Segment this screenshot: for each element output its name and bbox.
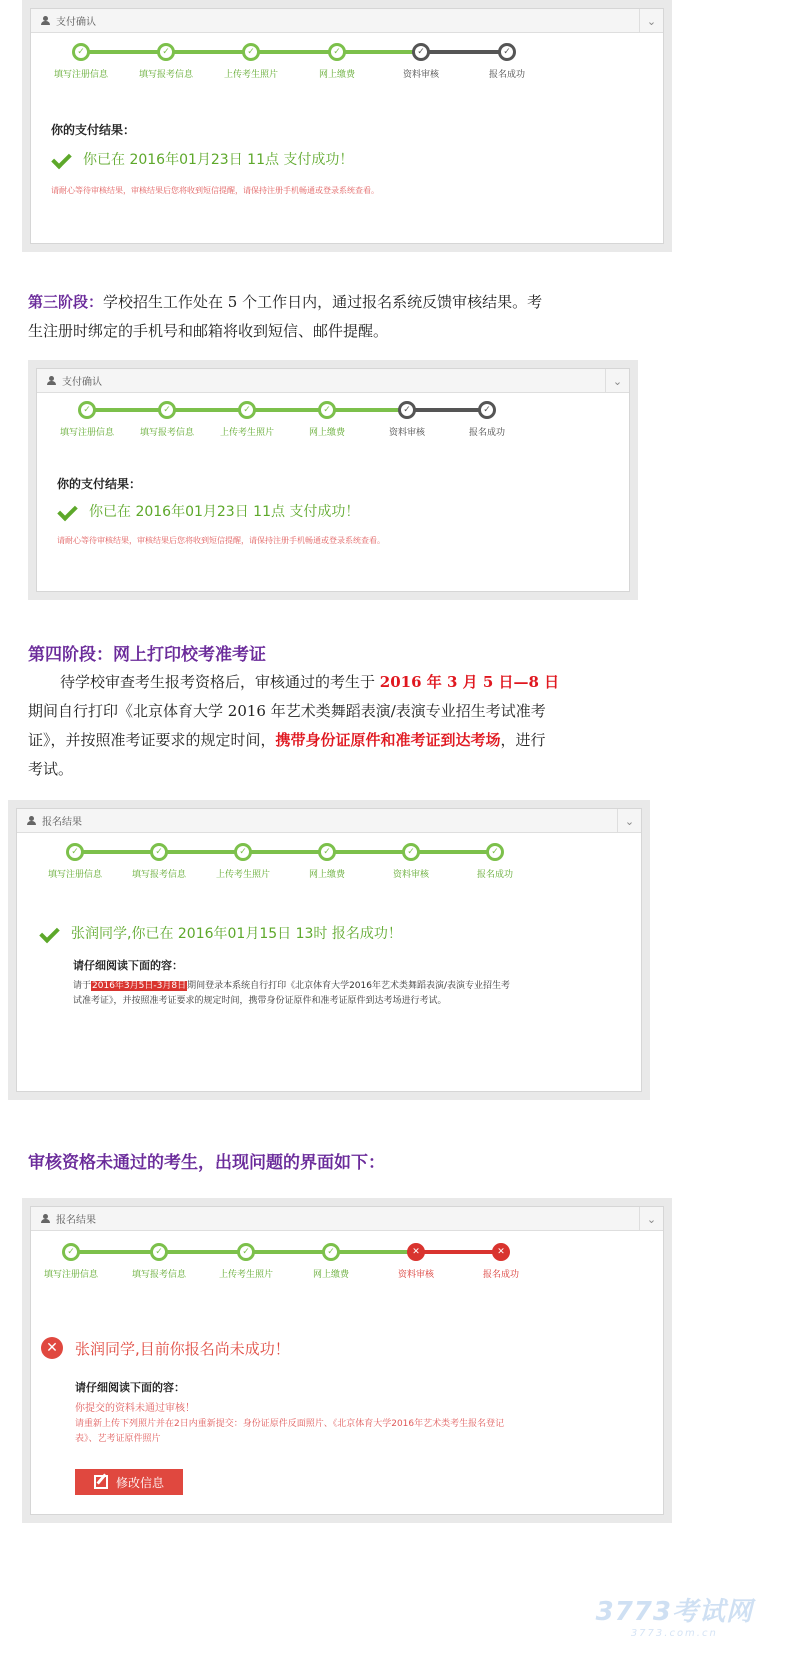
panel-title: 支付确认 [62, 377, 102, 388]
success-message: 张润同学,你已在 2016年01月15日 13时 报名成功！ [39, 923, 402, 943]
chevron-down-icon[interactable]: ⌄ [617, 809, 641, 833]
check-icon: ✓ [234, 843, 252, 861]
check-icon: ✓ [498, 43, 516, 61]
step-2: ✓ 填写报考信息 [126, 43, 206, 80]
check-icon: ✓ [412, 43, 430, 61]
check-icon: ✓ [242, 43, 260, 61]
step-3: ✓ 上传考生照片 [211, 43, 291, 80]
step-5: ✓ 资料审核 [367, 401, 447, 438]
check-icon: ✓ [398, 401, 416, 419]
panel-header [37, 369, 629, 393]
check-icon [57, 501, 77, 521]
edit-info-button[interactable]: 修改信息 [75, 1469, 183, 1495]
step-2: ✓ 填写报考信息 [119, 1243, 199, 1280]
progress-steps [31, 1243, 663, 1289]
check-icon: ✓ [238, 401, 256, 419]
panel-body [16, 808, 642, 1092]
step-6: ✓ 报名成功 [455, 843, 535, 880]
resubmit-instructions: 请重新上传下列照片并在2日内重新提交：身份证原件反面照片、《北京体育大学2016年艺术类考生报名登记 表》、艺考证原件照片 [75, 1419, 505, 1444]
check-icon: ✓ [62, 1243, 80, 1261]
user-icon [41, 16, 50, 25]
read-title: 请仔细阅读下面的容： [75, 1381, 185, 1394]
success-message: 你已在 2016年01月23日 11点 支付成功！ [51, 149, 353, 169]
check-icon: ✓ [66, 843, 84, 861]
panel-title: 支付确认 [56, 17, 96, 28]
check-icon: ✓ [150, 1243, 168, 1261]
step-1: ✓ 填写注册信息 [35, 843, 115, 880]
panel-body [36, 368, 630, 592]
panel-body [30, 8, 664, 244]
x-circle-icon: ✕ [41, 1337, 63, 1359]
user-icon [47, 376, 56, 385]
step-5: ✓ 资料审核 [371, 843, 451, 880]
fail-heading: 审核资格未通过的考生，出现问题的界面如下： [28, 1153, 385, 1173]
progress-steps [17, 843, 641, 889]
check-icon [51, 149, 71, 169]
payment-panel-2 [28, 360, 638, 600]
check-icon: ✓ [318, 843, 336, 861]
step-1: ✓ 填写注册信息 [47, 401, 127, 438]
notice-text: 请耐心等待审核结果，审核结果后您将收到短信提醒，请保持注册手机畅通或登录系统查看。 [51, 186, 379, 195]
step-2: ✓ 填写报考信息 [119, 843, 199, 880]
success-message: 你已在 2016年01月23日 11点 支付成功！ [57, 501, 359, 521]
step-6: ✕ 报名成功 [461, 1243, 541, 1280]
stage3-title: 第三阶段： [28, 293, 104, 311]
registration-failed-panel [22, 1198, 672, 1523]
step-6: ✓ 报名成功 [447, 401, 527, 438]
panel-header [31, 9, 663, 33]
x-icon: ✕ [407, 1243, 425, 1261]
check-icon: ✓ [486, 843, 504, 861]
registration-result-panel [8, 800, 650, 1100]
site-watermark [596, 1591, 753, 1639]
step-4: ✓ 网上缴费 [287, 401, 367, 438]
stage3-paragraph: 第三阶段：学校招生工作处在 5 个工作日内，通过报名系统反馈审核结果。考 生注册时绑定的手机号和邮箱将收到短信、邮件提醒。 [28, 293, 543, 340]
result-title: 你的支付结果： [57, 477, 142, 491]
check-icon: ✓ [478, 401, 496, 419]
step-3: ✓ 上传考生照片 [207, 401, 287, 438]
step-5: ✕ 资料审核 [376, 1243, 456, 1280]
step-1: ✓ 填写注册信息 [31, 1243, 111, 1280]
print-instructions: 请于2016年3月5日-3月8日期间登录本系统自行打印《北京体育大学2016年艺术类舞蹈表演/表演专业招生考 试准考证》，并按照准考证要求的规定时间，携带身份证原件和准考证原件到达考场进行考试。 [73, 981, 511, 1006]
progress-steps [31, 43, 663, 89]
chevron-down-icon[interactable]: ⌄ [605, 369, 629, 393]
date-highlight: 2016年3月5日-3月8日 [92, 981, 187, 991]
step-4: ✓ 网上缴费 [287, 843, 367, 880]
panel-header [17, 809, 641, 833]
check-icon: ✓ [157, 43, 175, 61]
check-icon: ✓ [322, 1243, 340, 1261]
check-icon: ✓ [78, 401, 96, 419]
step-1: ✓ 填写注册信息 [41, 43, 121, 80]
chevron-down-icon[interactable]: ⌄ [639, 1207, 663, 1231]
panel-title: 报名结果 [42, 817, 82, 828]
step-3: ✓ 上传考生照片 [206, 1243, 286, 1280]
check-icon: ✓ [318, 401, 336, 419]
progress-steps [37, 401, 629, 447]
edit-icon [94, 1475, 108, 1489]
stage4-paragraph: 待学校审查考生报考资格后，审核通过的考生于 2016 年 3 月 5 日—8 日 期间自行打印《北京体育大学 2016 年艺术类舞蹈表演/表演专业招生考试准考 证》，并按照准考证要求的规定时间，携带身份证原件和准考证到达考场，进行 考试。 [28, 673, 560, 778]
check-icon: ✓ [150, 843, 168, 861]
payment-panel-1 [22, 0, 672, 252]
check-icon: ✓ [328, 43, 346, 61]
check-icon: ✓ [237, 1243, 255, 1261]
fail-message: ✕ 张润同学,目前你报名尚未成功！ [41, 1337, 290, 1359]
chevron-down-icon[interactable]: ⌄ [639, 9, 663, 33]
result-title: 你的支付结果： [51, 123, 136, 137]
step-2: ✓ 填写报考信息 [127, 401, 207, 438]
step-5: ✓ 资料审核 [381, 43, 461, 80]
step-3: ✓ 上传考生照片 [203, 843, 283, 880]
stage4-title: 第四阶段：网上打印校考准考证 [28, 645, 266, 665]
check-icon [39, 923, 59, 943]
x-icon: ✕ [492, 1243, 510, 1261]
step-4: ✓ 网上缴费 [297, 43, 377, 80]
rejection-reason: 你提交的资料未通过审核！ [75, 1403, 195, 1414]
panel-title: 报名结果 [56, 1215, 96, 1226]
watermark-logo: 3773考试网 [595, 1597, 753, 1627]
user-icon [41, 1214, 50, 1223]
check-icon: ✓ [72, 43, 90, 61]
panel-header [31, 1207, 663, 1231]
user-icon [27, 816, 36, 825]
check-icon: ✓ [158, 401, 176, 419]
panel-body [30, 1206, 664, 1515]
check-icon: ✓ [402, 843, 420, 861]
read-title: 请仔细阅读下面的容： [73, 959, 183, 972]
step-6: ✓ 报名成功 [467, 43, 547, 80]
watermark-url: 3773.com.cn [630, 1628, 718, 1639]
notice-text: 请耐心等待审核结果，审核结果后您将收到短信提醒，请保持注册手机畅通或登录系统查看。 [57, 536, 385, 545]
step-4: ✓ 网上缴费 [291, 1243, 371, 1280]
